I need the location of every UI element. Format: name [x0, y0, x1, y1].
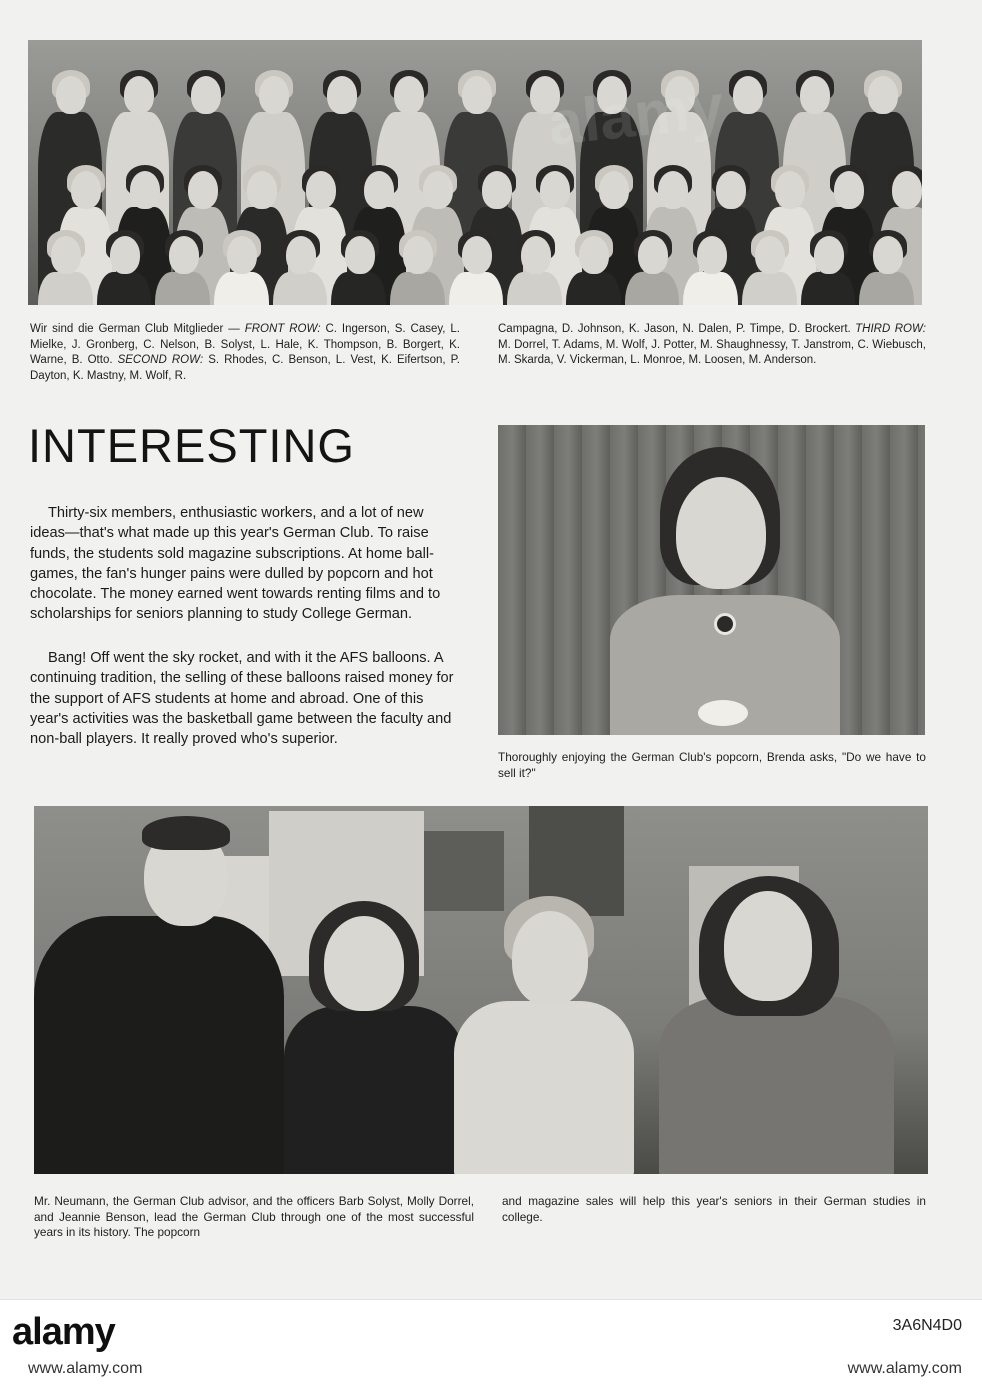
barb-solyst-face — [324, 916, 404, 1011]
popcorn-photo-caption: Thoroughly enjoying the German Club's popcorn, Brenda asks, "Do we have to sell it?" — [498, 750, 926, 780]
mr-neumann-suit — [34, 916, 284, 1174]
caption-second-row-tail: Campagna, D. Johnson, K. Jason, N. Dalen, P. Timpe, D. Brockert. — [498, 323, 856, 335]
member-clothing — [449, 272, 504, 305]
member-face — [868, 76, 898, 114]
page-headline: INTERESTING — [28, 419, 355, 472]
member-face — [56, 76, 86, 114]
front-row-label: FRONT ROW: — [244, 323, 321, 335]
member-face — [814, 236, 844, 274]
member-face — [124, 76, 154, 114]
member-face — [716, 171, 746, 209]
member-clothing — [683, 272, 738, 305]
member-clothing — [507, 272, 562, 305]
member-face — [110, 236, 140, 274]
member-face — [665, 76, 695, 114]
article-paragraph-1: Thirty-six members, enthusiastic workers, and a lot of new ideas—that's what made up this year's German Club. To raise funds, the students sold magazine subscriptions. At home ball-games, the fan's hunger pains were dulled by popcorn and hot chocolate. The money earned went towards renting films and to scholarships for seniors planning to study College German. — [30, 505, 441, 623]
group-photo-caption — [30, 322, 460, 400]
member-face — [579, 236, 609, 274]
member-face — [169, 236, 199, 274]
member-face — [462, 76, 492, 114]
stock-footer — [0, 1299, 982, 1391]
member-face — [51, 236, 81, 274]
jeannie-benson-jacket — [659, 996, 894, 1174]
member-face — [775, 171, 805, 209]
member-face — [227, 236, 257, 274]
member-face — [394, 76, 424, 114]
member-face — [191, 76, 221, 114]
stock-url: www.alamy.com — [28, 1360, 143, 1377]
brenda-face — [676, 477, 766, 589]
member-face — [403, 236, 433, 274]
third-row-names: M. Dorrel, T. Adams, M. Wolf, J. Potter, M. Shaughnessy, T. Janstrom, C. Wiebusch, M. Skarda, V. Vickerman, L. Monroe, M. Loosen, M. Anderson. — [498, 338, 926, 366]
caption-intro: Wir sind die German Club Mitglieder — — [30, 323, 245, 335]
member-face — [521, 236, 551, 274]
member-face — [599, 171, 629, 209]
officers-photo — [34, 806, 928, 1174]
stock-logo: alamy — [12, 1311, 115, 1353]
member-face — [638, 236, 668, 274]
popcorn-photo — [498, 425, 925, 735]
second-row-names: S. Rhodes, C. Benson, L. Vest, K. Eifertson, P. Dayton, K. Mastny, M. Wolf, R. — [30, 354, 460, 382]
member-face — [658, 171, 688, 209]
member-clothing — [214, 272, 269, 305]
member-face — [188, 171, 218, 209]
member-clothing — [742, 272, 797, 305]
member-face — [364, 171, 394, 209]
member-face — [259, 76, 289, 114]
mr-neumann-hair — [142, 816, 230, 850]
member-clothing — [390, 272, 445, 305]
molly-dorrel-face — [512, 911, 588, 1006]
member-clothing — [625, 272, 680, 305]
group-photo-caption-continued — [498, 322, 926, 369]
flower-pin — [714, 613, 736, 635]
member-face — [286, 236, 316, 274]
member-clothing — [859, 272, 914, 305]
officers-photo-caption-right: and magazine sales will help this year's seniors in their German studies in college. — [502, 1194, 926, 1224]
member-clothing — [155, 272, 210, 305]
second-row-label: SECOND ROW: — [117, 354, 204, 366]
member-face — [482, 171, 512, 209]
bulletin-poster-lake — [424, 831, 504, 911]
member-face — [733, 76, 763, 114]
stock-url-right: www.alamy.com — [847, 1360, 962, 1377]
member-face — [345, 236, 375, 274]
stock-image-id: 3A6N4D0 — [892, 1317, 962, 1334]
jeannie-benson-face — [724, 891, 812, 1001]
molly-dorrel-blouse — [454, 1001, 634, 1174]
watermark-overlay: alamy — [544, 72, 727, 159]
member-face — [755, 236, 785, 274]
member-face — [873, 236, 903, 274]
member-clothing — [331, 272, 386, 305]
member-face — [597, 76, 627, 114]
popcorn-handful — [698, 700, 748, 726]
member-face — [71, 171, 101, 209]
member-face — [423, 171, 453, 209]
member-face — [530, 76, 560, 114]
officers-photo-caption-left: Mr. Neumann, the German Club advisor, and the officers Barb Solyst, Molly Dorrel, and Jeannie Benson, lead the German Club through one of the most successful years in its history. The popcorn — [34, 1194, 474, 1239]
barb-solyst-dress — [284, 1006, 464, 1174]
member-clothing — [97, 272, 152, 305]
member-face — [892, 171, 922, 209]
member-face — [247, 171, 277, 209]
member-face — [540, 171, 570, 209]
member-face — [834, 171, 864, 209]
member-face — [462, 236, 492, 274]
member-face — [697, 236, 727, 274]
member-clothing — [566, 272, 621, 305]
member-clothing — [273, 272, 328, 305]
member-face — [800, 76, 830, 114]
member-clothing — [801, 272, 856, 305]
third-row-label: THIRD ROW: — [855, 323, 926, 335]
member-face — [306, 171, 336, 209]
member-clothing — [38, 272, 93, 305]
article-paragraph-2: Bang! Off went the sky rocket, and with it the AFS balloons. A continuing tradition, the selling of these balloons raised money for the support of AFS students at home and abroad. One of this year's activities was the basketball game between the faculty and non-ball players. It really proved who's superior. — [30, 650, 454, 748]
front-row-names: C. Ingerson, S. Casey, L. Mielke, J. Gronberg, C. Nelson, B. Solyst, L. Hale, K. Thompson, B. Borgert, K. Warne, B. Otto. — [30, 323, 460, 366]
group-photo — [28, 40, 922, 305]
member-face — [327, 76, 357, 114]
member-face — [130, 171, 160, 209]
